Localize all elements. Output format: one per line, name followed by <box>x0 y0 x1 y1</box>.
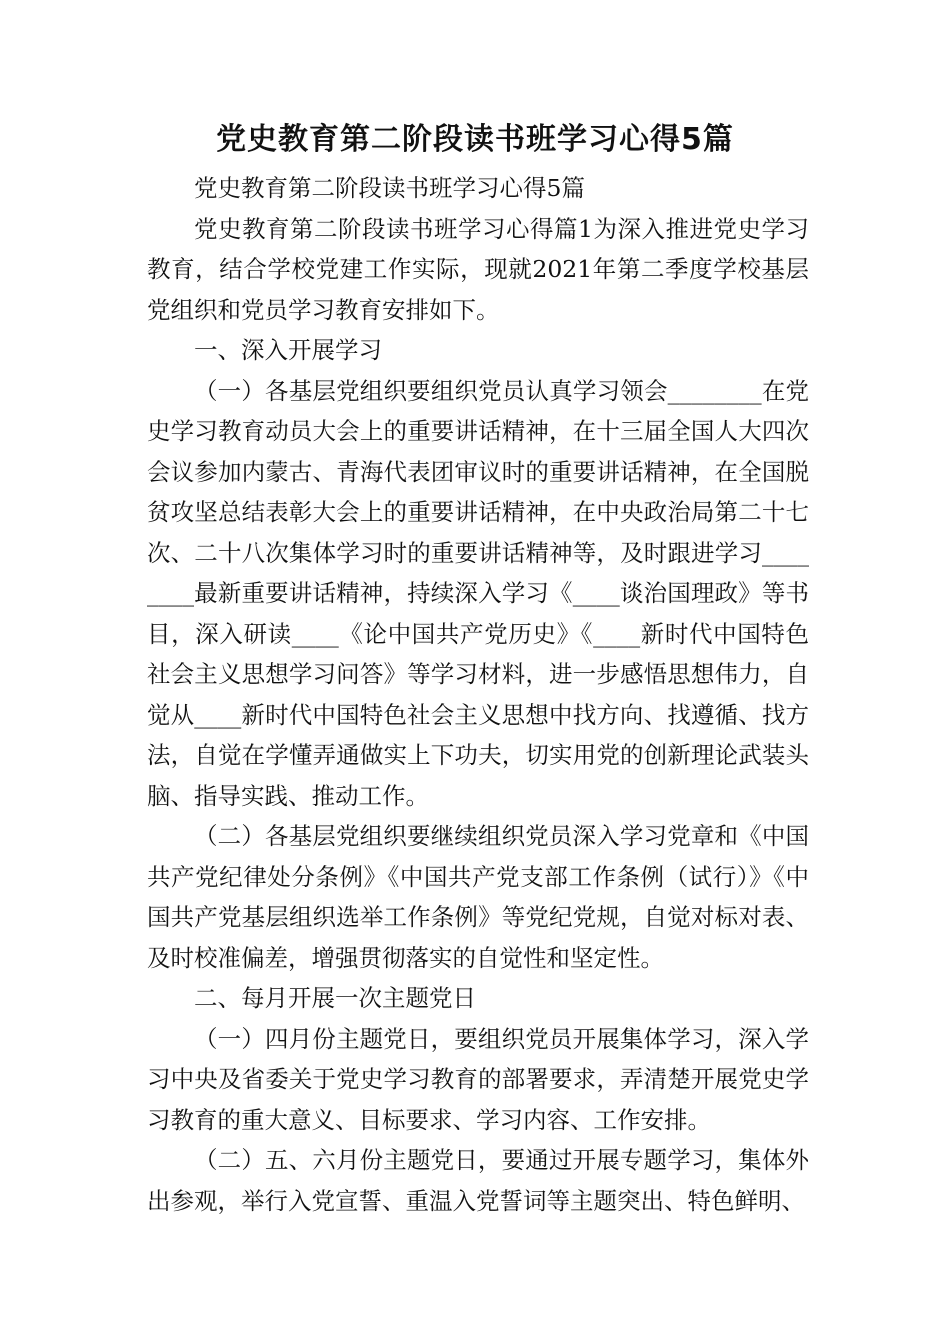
body-paragraph: （二）各基层党组织要继续组织党员深入学习党章和《中国共产党纪律处分条例》《中国共产党支部工作条例（试行）》《中国共产党基层组织选举工作条例》等党纪党规，自觉对标对表、及时校准偏差，增强贯彻落实的自觉性和坚定性。 <box>147 822 809 972</box>
intro-paragraph: 党史教育第二阶段读书班学习心得篇1为深入推进党史学习教育，结合学校党建工作实际，现就2021年第二季度学校基层党组织和党员学习教育安排如下。 <box>147 214 809 324</box>
document-title: 党史教育第二阶段读书班学习心得5篇 <box>216 122 734 157</box>
subtitle-paragraph: 党史教育第二阶段读书班学习心得5篇 <box>194 174 585 202</box>
document-body <box>147 168 809 1221</box>
body-paragraph: （二）五、六月份主题党日，要通过开展专题学习，集体外出参观，举行入党宣誓、重温入党誓词等主题突出、特色鲜明、 <box>147 1146 809 1215</box>
section-heading-1: 一、深入开展学习 <box>194 336 382 364</box>
section-heading-2: 二、每月开展一次主题党日 <box>194 984 476 1012</box>
body-paragraph: （一）各基层党组织要组织党员认真学习领会________在党史学习教育动员大会上的重要讲话精神，在十三届全国人大四次会议参加内蒙古、青海代表团审议时的重要讲话精神，在全国脱贫攻坚总结表彰大会上的重要讲话精神，在中央政治局第二十七次、二十八次集体学习时的重要讲话精神等，及时跟进学习________最新重要讲话精神，持续深入学习《____谈治国理政》等书目，深入研读____《论中国共产党历史》《____新时代中国特色社会主义思想学习问答》等学习材料，进一步感悟思想伟力，自觉从____新时代中国特色社会主义思想中找方向、找遵循、找方法，自觉在学懂弄通做实上下功夫，切实用党的创新理论武装头脑、指导实践、推动工作。 <box>147 376 809 810</box>
body-paragraph: （一）四月份主题党日，要组织党员开展集体学习，深入学习中央及省委关于党史学习教育的部署要求，弄清楚开展党史学习教育的重大意义、目标要求、学习内容、工作安排。 <box>147 1024 809 1134</box>
